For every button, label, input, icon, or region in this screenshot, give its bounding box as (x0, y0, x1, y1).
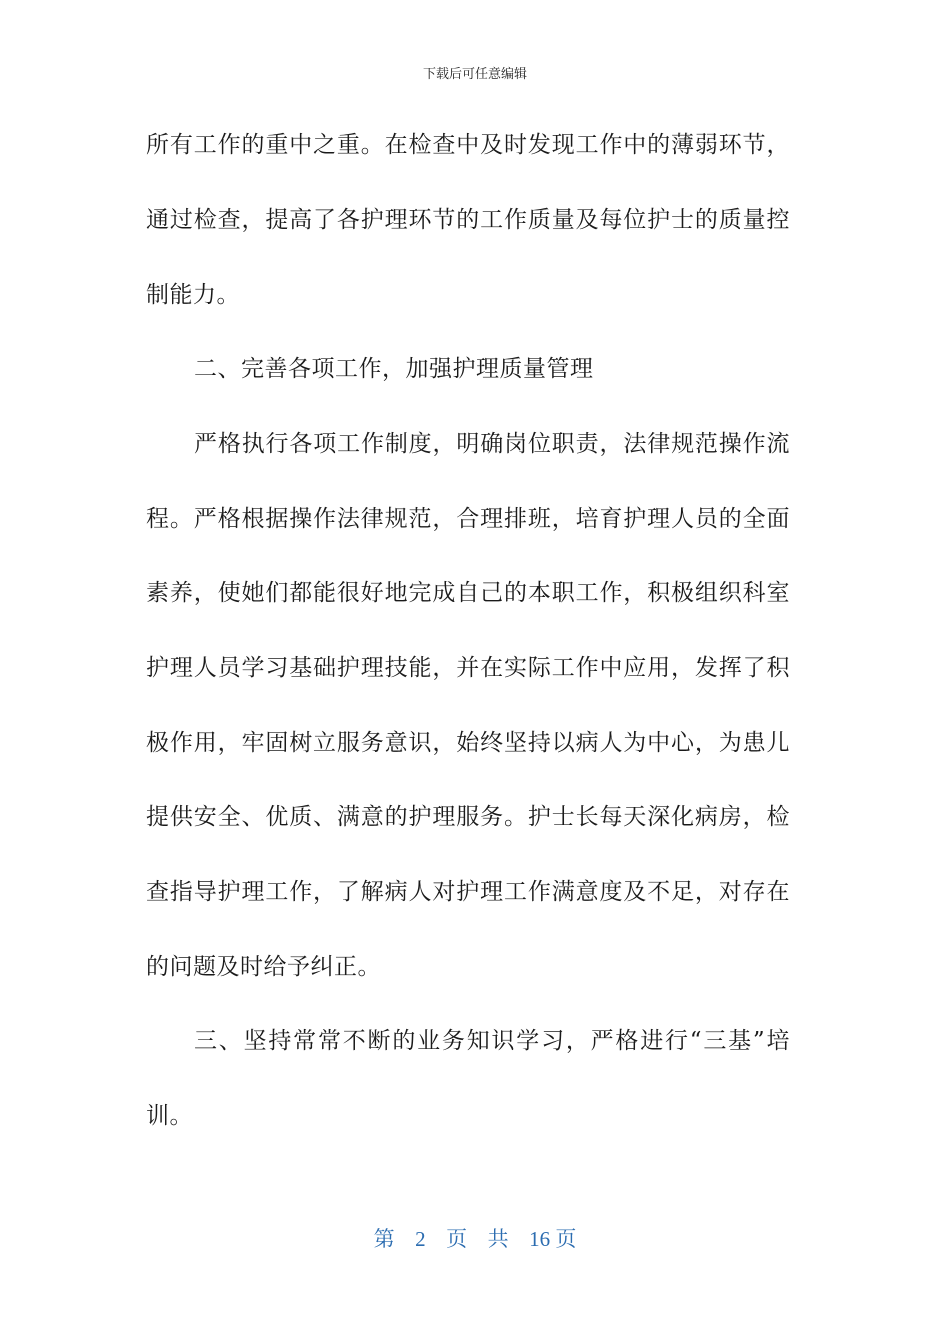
page-number-footer (0, 1224, 950, 1254)
body-line: 通过检查，提高了各护理环节的工作质量及每位护士的质量控 (146, 207, 790, 233)
current-page-number: 2 (415, 1227, 426, 1251)
body-line: 严格执行各项工作制度，明确岗位职责，法律规范操作流 (194, 431, 790, 457)
body-line: 查指导护理工作，了解病人对护理工作满意度及不足，对存在 (146, 879, 790, 905)
header-note: 下载后可任意编辑 (422, 67, 527, 82)
body-line: 提供安全、优质、满意的护理服务。护士长每天深化病房，检 (146, 804, 790, 830)
section-heading: 二、完善各项工作，加强护理质量管理 (194, 356, 594, 382)
footer-label-suffix: 页 (555, 1227, 577, 1251)
total-pages-number: 16 (529, 1227, 551, 1251)
body-line: 极作用，牢固树立服务意识，始终坚持以病人为中心，为患儿 (146, 730, 790, 756)
body-line: 制能力。 (146, 282, 240, 308)
body-line: 训。 (146, 1103, 193, 1129)
body-line: 的问题及时给予纠正。 (146, 954, 381, 980)
footer-label-total: 共 (487, 1227, 509, 1251)
footer-label-page: 页 (446, 1227, 468, 1251)
body-line: 程。严格根据操作法律规范，合理排班，培育护理人员的全面 (146, 506, 790, 532)
footer-label-prefix: 第 (373, 1227, 395, 1251)
section-heading: 三、坚持常常不断的业务知识学习，严格进行“三基”培 (194, 1028, 790, 1054)
body-line: 所有工作的重中之重。在检查中及时发现工作中的薄弱环节， (146, 132, 790, 158)
body-line: 素养，使她们都能很好地完成自己的本职工作，积极组织科室 (146, 580, 790, 606)
body-line: 护理人员学习基础护理技能，并在实际工作中应用，发挥了积 (146, 655, 790, 681)
